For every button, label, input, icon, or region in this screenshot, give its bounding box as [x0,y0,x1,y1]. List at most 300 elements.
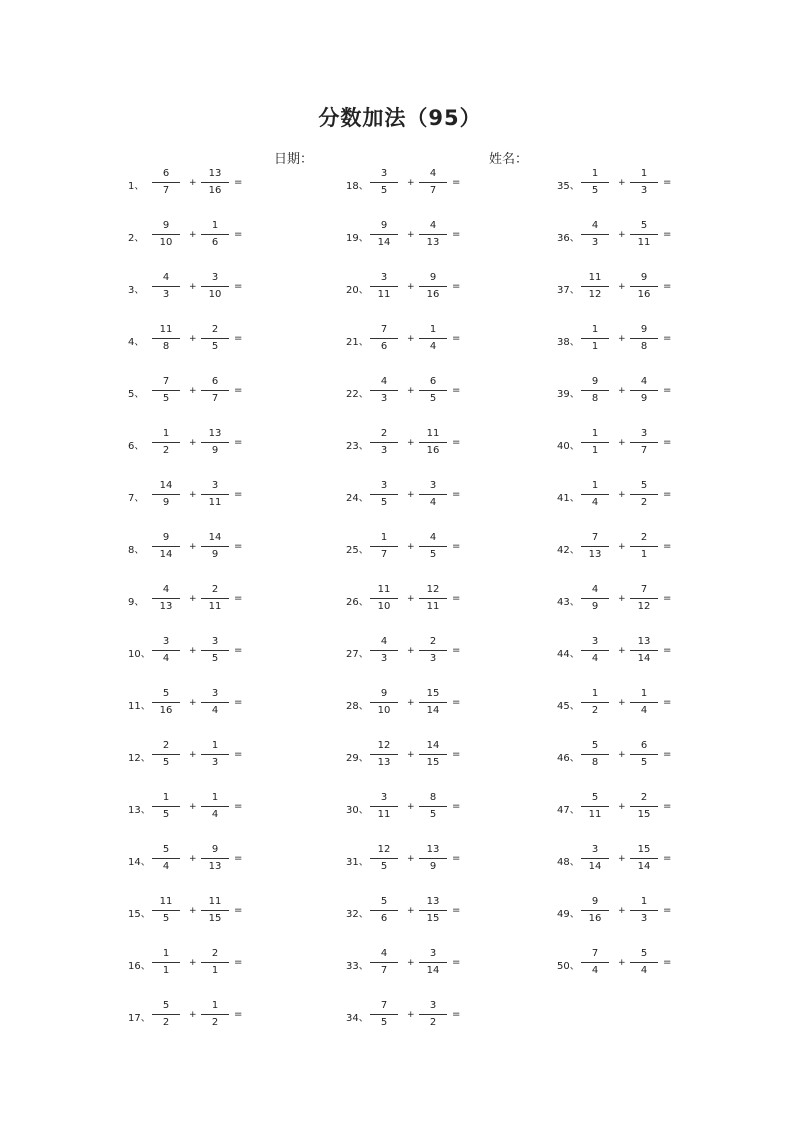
denominator: 15 [208,913,222,924]
numerator: 3 [380,168,388,179]
fraction [419,584,447,614]
numerator: 1 [640,168,648,179]
denominator: 5 [380,497,388,508]
plus-sign: + [189,230,197,240]
denominator: 5 [429,549,437,560]
fraction-bar [419,806,447,807]
plus-sign: + [618,386,626,396]
denominator: 1 [640,549,648,560]
problem-number: 20、 [346,285,369,296]
numerator: 1 [591,480,599,491]
denominator: 14 [637,653,651,664]
problem-number: 31、 [346,857,369,868]
denominator: 10 [377,705,391,716]
plus-sign: + [189,438,197,448]
problem-number: 7、 [128,493,145,504]
fraction [419,168,447,198]
numerator: 14 [159,480,173,491]
fraction-bar [201,702,229,703]
fraction [419,636,447,666]
numerator: 9 [640,324,648,335]
equals-sign: = [452,645,461,656]
plus-sign: + [407,1010,415,1020]
problem-number: 23、 [346,441,369,452]
plus-sign: + [189,958,197,968]
problem-number: 16、 [128,961,151,972]
problem-number: 10、 [128,649,151,660]
fraction [630,740,658,770]
fraction-bar [152,702,180,703]
problem-number: 18、 [346,181,369,192]
fraction [370,532,398,562]
plus-sign: + [189,698,197,708]
numerator: 4 [591,220,599,231]
fraction-bar [581,338,609,339]
problem-number: 11、 [128,701,151,712]
denominator: 14 [588,861,602,872]
numerator: 2 [211,584,219,595]
denominator: 1 [211,965,219,976]
problem-number: 42、 [557,545,580,556]
fraction-bar [370,910,398,911]
fraction-bar [152,286,180,287]
denominator: 16 [426,289,440,300]
denominator: 7 [380,965,388,976]
numerator: 4 [162,272,170,283]
denominator: 4 [591,965,599,976]
plus-sign: + [618,854,626,864]
numerator: 12 [377,740,391,751]
fraction-bar [419,494,447,495]
fraction [152,480,180,510]
equals-sign: = [663,749,672,760]
denominator: 5 [162,809,170,820]
fraction [201,220,229,250]
fraction [201,948,229,978]
problem-item [557,844,757,896]
problem-item [346,532,546,584]
plus-sign: + [618,750,626,760]
problem-item [346,948,546,1000]
numerator: 9 [640,272,648,283]
problem-number: 45、 [557,701,580,712]
fraction-bar [370,234,398,235]
problem-item [557,272,757,324]
plus-sign: + [407,386,415,396]
equals-sign: = [663,957,672,968]
fraction-bar [201,286,229,287]
problem-number: 21、 [346,337,369,348]
fraction-bar [201,442,229,443]
denominator: 11 [377,289,391,300]
denominator: 1 [591,341,599,352]
fraction-bar [370,338,398,339]
problem-item [128,636,328,688]
denominator: 8 [162,341,170,352]
numerator: 7 [380,1000,388,1011]
numerator: 9 [380,220,388,231]
fraction [152,324,180,354]
fraction-bar [630,650,658,651]
fraction-bar [370,754,398,755]
fraction [630,220,658,250]
numerator: 9 [380,688,388,699]
numerator: 1 [591,688,599,699]
problem-number: 38、 [557,337,580,348]
denominator: 13 [588,549,602,560]
equals-sign: = [663,697,672,708]
plus-sign: + [618,646,626,656]
numerator: 13 [637,636,651,647]
plus-sign: + [407,282,415,292]
plus-sign: + [618,906,626,916]
fraction [581,272,609,302]
numerator: 3 [211,272,219,283]
numerator: 5 [640,948,648,959]
denominator: 5 [429,393,437,404]
fraction-bar [370,1014,398,1015]
denominator: 14 [377,237,391,248]
fraction [630,168,658,198]
problem-number: 36、 [557,233,580,244]
problem-number: 9、 [128,597,145,608]
fraction [152,168,180,198]
numerator: 3 [429,948,437,959]
fraction-bar [201,390,229,391]
problem-item [346,584,546,636]
problem-item [128,480,328,532]
problem-column-1 [128,168,328,1052]
fraction-bar [152,234,180,235]
fraction [419,688,447,718]
fraction-bar [630,598,658,599]
fraction [630,688,658,718]
numerator: 5 [591,792,599,803]
fraction [419,1000,447,1030]
fraction-bar [630,494,658,495]
fraction [419,532,447,562]
problem-number: 32、 [346,909,369,920]
fraction [201,168,229,198]
fraction-bar [201,234,229,235]
numerator: 4 [429,168,437,179]
denominator: 16 [637,289,651,300]
numerator: 6 [640,740,648,751]
denominator: 7 [211,393,219,404]
numerator: 3 [640,428,648,439]
numerator: 2 [429,636,437,647]
denominator: 2 [429,1017,437,1028]
denominator: 7 [429,185,437,196]
fraction [581,896,609,926]
equals-sign: = [234,697,243,708]
fraction-bar [419,598,447,599]
equals-sign: = [234,801,243,812]
denominator: 11 [637,237,651,248]
fraction [419,480,447,510]
fraction-bar [630,234,658,235]
fraction [370,220,398,250]
numerator: 1 [211,740,219,751]
fraction-bar [152,858,180,859]
denominator: 3 [162,289,170,300]
numerator: 11 [588,272,602,283]
plus-sign: + [189,178,197,188]
denominator: 15 [426,913,440,924]
fraction-bar [630,702,658,703]
plus-sign: + [407,646,415,656]
fraction-bar [201,910,229,911]
equals-sign: = [663,645,672,656]
problem-item [557,792,757,844]
denominator: 5 [211,341,219,352]
numerator: 5 [162,844,170,855]
denominator: 3 [591,237,599,248]
fraction [370,688,398,718]
problem-item [346,428,546,480]
numerator: 4 [429,220,437,231]
denominator: 4 [211,705,219,716]
numerator: 4 [380,376,388,387]
equals-sign: = [452,905,461,916]
numerator: 9 [429,272,437,283]
numerator: 9 [162,532,170,543]
fraction [630,896,658,926]
numerator: 6 [162,168,170,179]
fraction-bar [152,546,180,547]
denominator: 8 [591,757,599,768]
fraction [419,844,447,874]
problem-number: 14、 [128,857,151,868]
numerator: 4 [429,532,437,543]
problem-number: 19、 [346,233,369,244]
fraction [370,844,398,874]
denominator: 8 [591,393,599,404]
problem-item [346,480,546,532]
fraction [581,220,609,250]
denominator: 5 [380,861,388,872]
fraction [201,480,229,510]
problem-item [128,168,328,220]
problem-item [128,220,328,272]
numerator: 1 [640,896,648,907]
problem-item [346,792,546,844]
denominator: 2 [640,497,648,508]
numerator: 11 [377,584,391,595]
numerator: 1 [591,428,599,439]
numerator: 4 [640,376,648,387]
plus-sign: + [618,594,626,604]
problem-number: 48、 [557,857,580,868]
denominator: 16 [588,913,602,924]
fraction-bar [581,702,609,703]
fraction-bar [419,182,447,183]
denominator: 10 [377,601,391,612]
fraction-bar [419,702,447,703]
problem-item [128,740,328,792]
fraction [419,324,447,354]
fraction-bar [201,858,229,859]
fraction [201,636,229,666]
denominator: 9 [640,393,648,404]
fraction [370,1000,398,1030]
problem-item [557,480,757,532]
denominator: 3 [380,653,388,664]
numerator: 3 [380,480,388,491]
denominator: 3 [380,445,388,456]
fraction-bar [419,338,447,339]
fraction-bar [581,650,609,651]
denominator: 7 [380,549,388,560]
fraction [370,324,398,354]
denominator: 4 [591,653,599,664]
numerator: 3 [591,844,599,855]
problem-item [557,948,757,1000]
fraction [419,896,447,926]
numerator: 7 [591,532,599,543]
equals-sign: = [452,593,461,604]
denominator: 3 [429,653,437,664]
plus-sign: + [407,802,415,812]
fraction-bar [630,182,658,183]
fraction [630,636,658,666]
fraction-bar [152,806,180,807]
fraction [630,428,658,458]
equals-sign: = [234,593,243,604]
denominator: 5 [591,185,599,196]
problem-number: 40、 [557,441,580,452]
problem-number: 28、 [346,701,369,712]
equals-sign: = [234,437,243,448]
fraction-bar [370,650,398,651]
equals-sign: = [452,281,461,292]
fraction-bar [630,754,658,755]
problem-number: 37、 [557,285,580,296]
numerator: 5 [162,1000,170,1011]
equals-sign: = [663,229,672,240]
plus-sign: + [618,334,626,344]
fraction-bar [419,390,447,391]
fraction [419,220,447,250]
equals-sign: = [663,437,672,448]
plus-sign: + [618,698,626,708]
fraction [581,792,609,822]
problem-number: 8、 [128,545,145,556]
denominator: 9 [591,601,599,612]
equals-sign: = [234,385,243,396]
plus-sign: + [189,750,197,760]
fraction [152,532,180,562]
numerator: 2 [211,948,219,959]
denominator: 7 [640,445,648,456]
numerator: 2 [162,740,170,751]
fraction-bar [152,390,180,391]
fraction-bar [152,338,180,339]
numerator: 1 [591,324,599,335]
plus-sign: + [189,386,197,396]
equals-sign: = [234,853,243,864]
denominator: 6 [211,237,219,248]
numerator: 12 [426,584,440,595]
fraction-bar [201,806,229,807]
plus-sign: + [618,282,626,292]
problem-item [346,1000,546,1052]
problem-item [128,376,328,428]
problem-item [128,896,328,948]
fraction-bar [419,546,447,547]
fraction-bar [581,858,609,859]
denominator: 3 [380,393,388,404]
denominator: 3 [640,185,648,196]
fraction [152,376,180,406]
denominator: 14 [426,965,440,976]
problem-item [557,376,757,428]
problem-item [557,740,757,792]
problem-item [346,220,546,272]
fraction [152,740,180,770]
equals-sign: = [234,281,243,292]
fraction-bar [152,754,180,755]
equals-sign: = [234,645,243,656]
plus-sign: + [189,282,197,292]
numerator: 5 [640,220,648,231]
fraction [581,428,609,458]
fraction [630,324,658,354]
fraction [630,948,658,978]
numerator: 1 [162,792,170,803]
fraction-bar [630,806,658,807]
fraction [419,428,447,458]
problem-number: 34、 [346,1013,369,1024]
fraction-bar [152,494,180,495]
plus-sign: + [618,178,626,188]
fraction [581,740,609,770]
numerator: 1 [162,948,170,959]
fraction-bar [581,598,609,599]
problem-item [128,844,328,896]
numerator: 2 [211,324,219,335]
fraction-bar [370,546,398,547]
fraction-bar [370,806,398,807]
problem-item [557,220,757,272]
plus-sign: + [407,438,415,448]
numerator: 3 [591,636,599,647]
problem-item [346,688,546,740]
fraction [581,636,609,666]
fraction-bar [370,598,398,599]
fraction [201,688,229,718]
date-label: 日期： [274,152,314,167]
fraction [152,844,180,874]
plus-sign: + [189,1010,197,1020]
denominator: 4 [591,497,599,508]
fraction [201,272,229,302]
fraction [581,948,609,978]
fraction [630,844,658,874]
fraction [419,792,447,822]
denominator: 10 [159,237,173,248]
problem-item [346,376,546,428]
fraction [152,636,180,666]
problem-number: 46、 [557,753,580,764]
numerator: 1 [211,220,219,231]
denominator: 16 [208,185,222,196]
fraction-bar [630,858,658,859]
fraction-bar [419,650,447,651]
numerator: 4 [380,636,388,647]
fraction [581,376,609,406]
denominator: 4 [429,497,437,508]
